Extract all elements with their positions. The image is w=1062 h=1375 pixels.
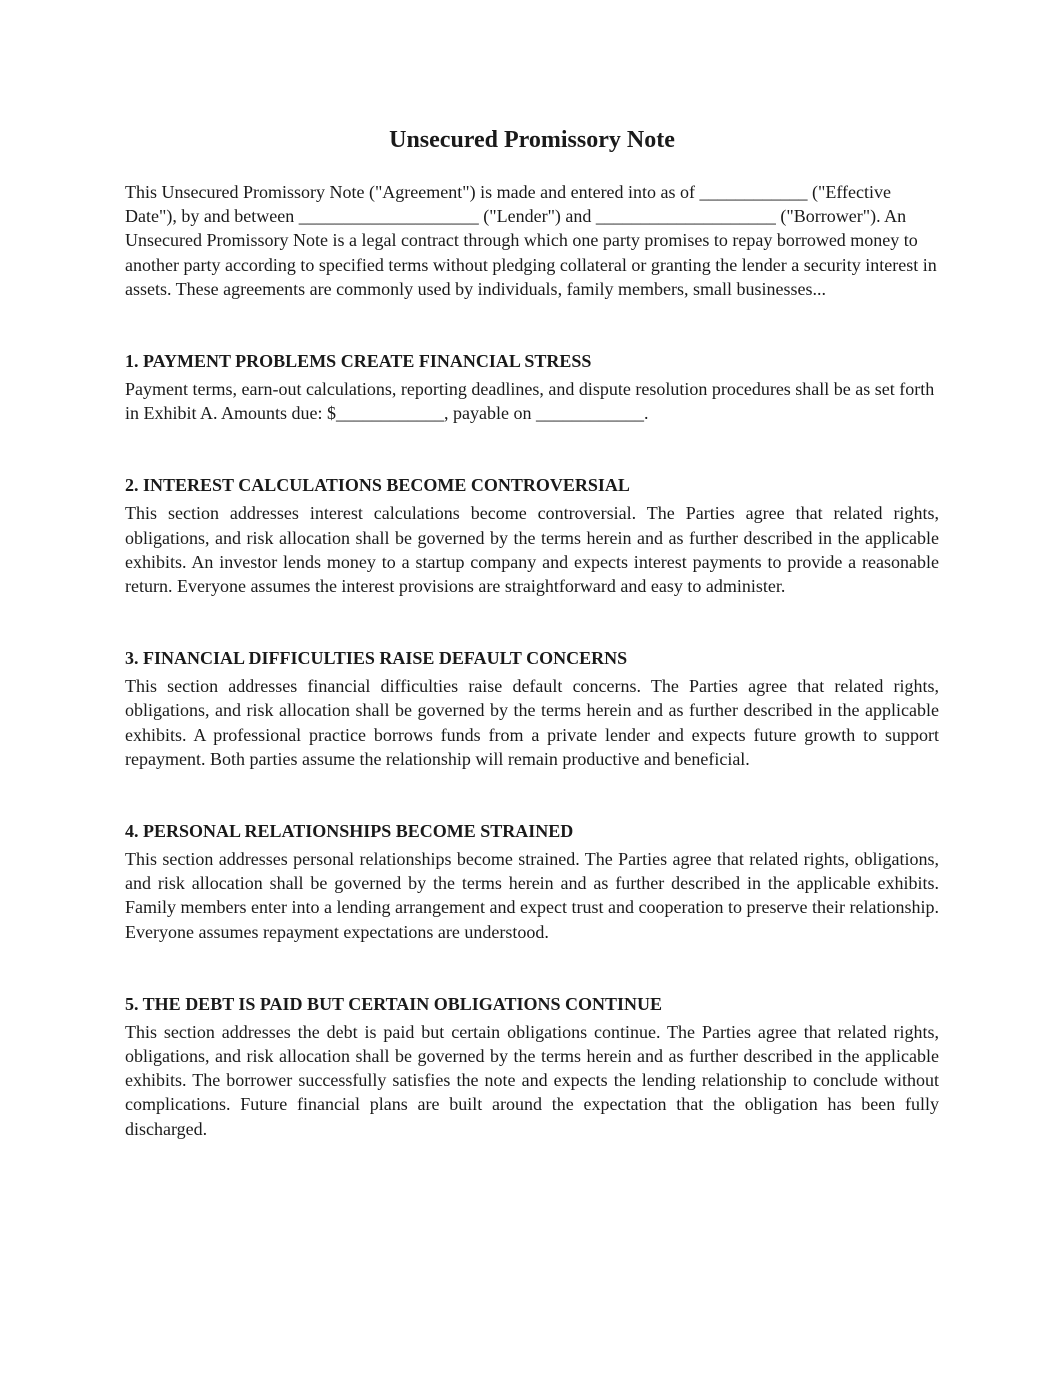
- document-page: [125, 122, 939, 1141]
- section-3: [125, 646, 939, 771]
- section-body: This section addresses financial difficulties raise default concerns. The Parties agree that related rights, obligations, and risk allocation shall be governed by the terms herein and as further described in the applicable exhibits. A professional practice borrows funds from a private lender and expects future growth to support repayment. Both parties assume the relationship will remain productive and beneficial.: [125, 676, 939, 769]
- section-5: [125, 992, 939, 1141]
- section-heading: 3. FINANCIAL DIFFICULTIES RAISE DEFAULT CONCERNS: [125, 648, 628, 669]
- section-1: [125, 349, 939, 425]
- section-2: [125, 473, 939, 598]
- section-body: This section addresses personal relationships become strained. The Parties agree that related rights, obligations, and risk allocation shall be governed by the terms herein and as further described in the applicable exhibits. Family members enter into a lending arrangement and expect trust and cooperation to preserve their relationship. Everyone assumes repayment expectations are understood.: [125, 849, 939, 942]
- document-title: Unsecured Promissory Note: [389, 127, 675, 153]
- section-heading: 2. INTEREST CALCULATIONS BECOME CONTROVERSIAL: [125, 475, 630, 496]
- section-body: This section addresses the debt is paid but certain obligations continue. The Parties agree that related rights, obligations, and risk allocation shall be governed by the terms herein and as further described in the applicable exhibits. The borrower successfully satisfies the note and expects the lending relationship to conclude without complications. Future financial plans are built around the expectation that the obligation has been fully discharged.: [125, 1021, 939, 1139]
- intro-paragraph: This Unsecured Promissory Note ("Agreement") is made and entered into as of ____________ ("Effective Date"), by and between ____________________ ("Lender") and ____________________ ("Borrower"). An Unsecured Promissory Note is a legal contract through which one party promises to repay borrowed money to another party according to specified terms without pledging collateral or granting the lender a security interest in assets. These agreements are commonly used by individuals, family members, small businesses...: [125, 182, 937, 299]
- section-heading: 1. PAYMENT PROBLEMS CREATE FINANCIAL STRESS: [125, 351, 592, 372]
- section-heading: 5. THE DEBT IS PAID BUT CERTAIN OBLIGATIONS CONTINUE: [125, 993, 663, 1014]
- section-heading: 4. PERSONAL RELATIONSHIPS BECOME STRAINED: [125, 821, 574, 842]
- section-body: This section addresses interest calculations become controversial. The Parties agree that related rights, obligations, and risk allocation shall be governed by the terms herein and as further described in the applicable exhibits. An investor lends money to a startup company and expects interest payments to provide a reasonable return. Everyone assumes the interest provisions are straightforward and easy to administer.: [125, 503, 939, 597]
- section-body: Payment terms, earn-out calculations, reporting deadlines, and dispute resolution procedures shall be as set forth in Exhibit A. Amounts due: $____________, payable on ____________.: [125, 379, 935, 424]
- section-4: [125, 819, 939, 944]
